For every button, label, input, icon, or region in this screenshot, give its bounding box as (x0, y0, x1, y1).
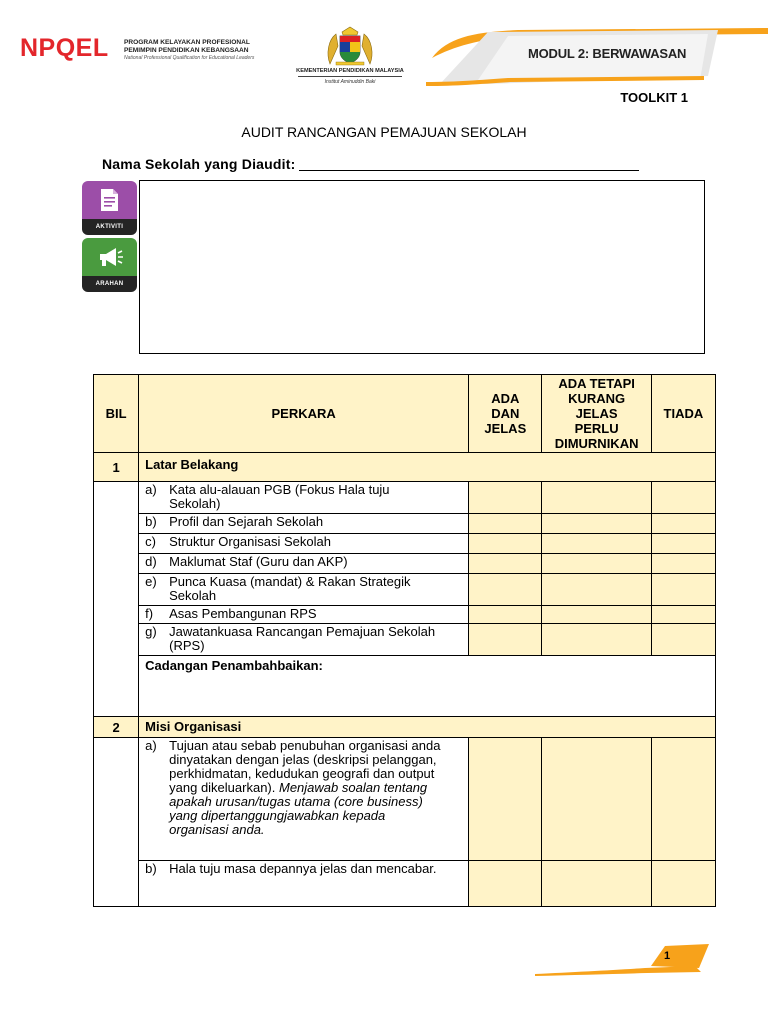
check-cell-tiada[interactable] (651, 574, 715, 606)
check-cell-tiada[interactable] (651, 738, 715, 861)
table-row (94, 861, 716, 907)
check-cell-kurang[interactable] (542, 482, 651, 514)
check-cell-ada[interactable] (469, 574, 542, 606)
coat-of-arms-icon (324, 26, 376, 66)
bil-spacer (94, 482, 139, 717)
header-perkara: PERKARA (139, 375, 469, 453)
npqel-logo-text: NPQEL (20, 34, 109, 62)
table-row (94, 606, 716, 624)
check-cell-ada[interactable] (469, 554, 542, 574)
page-number: 1 (664, 950, 671, 962)
check-cell-kurang[interactable] (542, 554, 651, 574)
check-cell-ada[interactable] (469, 624, 542, 656)
item-text: b) Profil dan Sejarah Sekolah (139, 514, 469, 534)
check-cell-ada[interactable] (469, 606, 542, 624)
check-cell-kurang[interactable] (542, 624, 651, 656)
table-header-row (94, 375, 716, 453)
ministry-name: KEMENTERIAN PENDIDIKAN MALAYSIA (296, 68, 404, 74)
check-cell-kurang[interactable] (542, 738, 651, 861)
table-row (94, 574, 716, 606)
check-cell-tiada[interactable] (651, 554, 715, 574)
table-row (94, 624, 716, 656)
item-text: d) Maklumat Staf (Guru dan AKP) (139, 554, 469, 574)
check-cell-kurang[interactable] (542, 861, 651, 907)
table-row (94, 534, 716, 554)
header-ada-dan-jelas: ADA DAN JELAS (469, 375, 542, 453)
crest-divider (298, 76, 402, 77)
check-cell-ada[interactable] (469, 534, 542, 554)
instruction-label: ARAHAN (82, 276, 137, 292)
check-cell-kurang[interactable] (542, 534, 651, 554)
check-cell-tiada[interactable] (651, 514, 715, 534)
ministry-crest (294, 26, 406, 96)
section-number: 2 (94, 717, 139, 738)
audit-table (93, 374, 716, 907)
table-row (94, 482, 716, 514)
check-cell-ada[interactable] (469, 514, 542, 534)
check-cell-ada[interactable] (469, 482, 542, 514)
section-number: 1 (94, 453, 139, 482)
toolkit-label: TOOLKIT 1 (620, 90, 688, 105)
npqel-line-2: PEMIMPIN PENDIDIKAN KEBANGSAAN (124, 46, 249, 54)
table-row (94, 554, 716, 574)
check-cell-ada[interactable] (469, 861, 542, 907)
activity-badge (82, 181, 137, 235)
footer-banner (535, 942, 710, 976)
check-cell-ada[interactable] (469, 738, 542, 861)
section-title: Latar Belakang (139, 453, 716, 482)
table-row (94, 738, 716, 861)
check-cell-tiada[interactable] (651, 482, 715, 514)
item-text: c) Struktur Organisasi Sekolah (139, 534, 469, 554)
npqel-logo (20, 34, 255, 64)
module-banner (418, 22, 768, 88)
school-name-label: Nama Sekolah yang Diaudit: (102, 156, 296, 172)
item-text: f) Asas Pembangunan RPS (139, 606, 469, 624)
module-title: MODUL 2: BERWAWASAN (528, 46, 687, 61)
school-name-blank[interactable] (299, 156, 639, 171)
check-cell-tiada[interactable] (651, 624, 715, 656)
header-bil: BIL (94, 375, 139, 453)
section-row (94, 453, 716, 482)
document-icon (96, 187, 122, 213)
bil-spacer (94, 738, 139, 907)
npqel-line-3: National Professional Qualification for Educational Leaders (124, 54, 255, 61)
header-kurang-jelas: ADA TETAPI KURANG JELAS PERLU DIMURNIKAN (542, 375, 651, 453)
check-cell-tiada[interactable] (651, 861, 715, 907)
activity-label: AKTIVITI (82, 219, 137, 235)
activity-text-box[interactable] (139, 180, 705, 354)
item-text: b) Hala tuju masa depannya jelas dan mencabar. (139, 861, 469, 907)
check-cell-kurang[interactable] (542, 574, 651, 606)
megaphone-icon (96, 244, 124, 270)
npqel-program-name (124, 39, 254, 62)
suggestion-field[interactable]: Cadangan Penambahbaikan: (139, 656, 716, 717)
school-name-field (102, 156, 639, 172)
check-cell-tiada[interactable] (651, 534, 715, 554)
item-text: e) Punca Kuasa (mandat) & Rakan Strategik Sekolah (139, 574, 469, 606)
check-cell-kurang[interactable] (542, 606, 651, 624)
suggestion-row (94, 656, 716, 717)
instruction-badge (82, 238, 137, 292)
check-cell-tiada[interactable] (651, 606, 715, 624)
section-row (94, 717, 716, 738)
item-text: a) Kata alu-alauan PGB (Fokus Hala tuju Sekolah) (139, 482, 469, 514)
item-text: a) Tujuan atau sebab penubuhan organisasi anda dinyatakan dengan jelas (deskripsi pelanggan, perkhidmatan, kedudukan geografi dan output yang dikeluarkan). Menjawab soalan tentang apakah urusan/tugas utama (core business) yang dipertanggungjawabkan kepada organisasi anda. (139, 738, 469, 861)
item-text: g) Jawatankuasa Rancangan Pemajuan Sekolah (RPS) (139, 624, 469, 656)
footer-banner-shape (535, 942, 710, 976)
institute-name: Institut Aminuddin Baki (324, 79, 376, 85)
section-title: Misi Organisasi (139, 717, 716, 738)
table-row (94, 514, 716, 534)
npqel-line-1: PROGRAM KELAYAKAN PROFESIONAL (124, 39, 250, 46)
page-title: AUDIT RANCANGAN PEMAJUAN SEKOLAH (241, 124, 527, 140)
check-cell-kurang[interactable] (542, 514, 651, 534)
header-tiada: TIADA (651, 375, 715, 453)
